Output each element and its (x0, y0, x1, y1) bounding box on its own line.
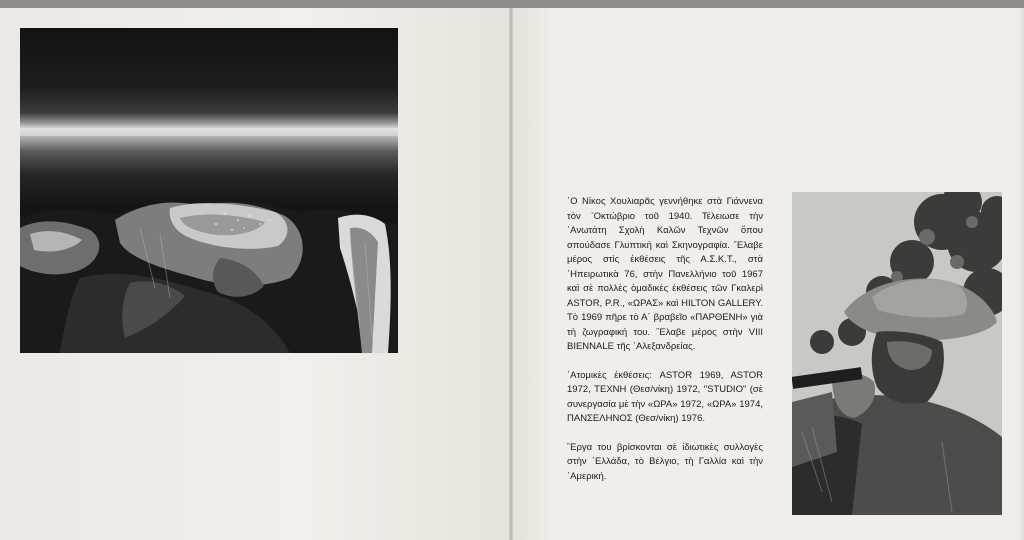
collections-paragraph: ῎Εργα του βρίσκονται σὲ ἰδιωτικὲς συλλογὲς στὴν ῾Ελλάδα, τὸ Βέλγιο, τὴ Γαλλία καὶ τὴν ᾿Αμερική. (567, 441, 763, 482)
book-gutter (509, 8, 513, 540)
artwork-photo (20, 28, 398, 353)
biography-text (567, 195, 763, 498)
biography-paragraph: ῾Ο Νίκος Χουλιαρᾶς γεννήθηκε στὰ Γιάννενα τὸν ᾿Οκτώβριο τοῦ 1940. Τέλειωσε τὴν ᾿Ανωτάτη Σχολὴ Καλῶν Τεχνῶν ὅπου σπούδασε Γλυπτικὴ καὶ Σκηνογραφία. ῎Ελαβε μέρος στὶς ἐκθέσεις τῆς Α.Σ.Κ.Τ., στὰ ᾿Ηπειρωτικὰ 76, στὴν Πανελλήνιο τοῦ 1967 καὶ σὲ πολλὲς ὁμαδικὲς ἐκθέσεις τῶν Γκαλερὶ ASTOR, P.R., «ΩΡΑΣ» καὶ HILTON GALLERY. Τὸ 1969 πῆρε τὸ Α΄ βραβεῖο «ΠΑΡΘΕΝΗ» γιὰ τὴ ζωγραφική του. ῎Ελαβε μέρος στὴν VIII BIENNALE τῆς ᾿Αλεξανδρείας. (567, 196, 763, 352)
book-spread (0, 8, 1024, 540)
left-page (0, 8, 510, 540)
artist-portrait-photo (792, 192, 1002, 515)
exhibitions-paragraph: ᾿Ατομικὲς ἐκθέσεις: ASTOR 1969, ASTOR 1972, ΤΕΧΝΗ (Θεσ/νίκη) 1972, "STUDIO" (σὲ συνεργασία μὲ τὴν «ΩΡΑ» 1972, «ΩΡΑ» 1974, ΠΑΝΣΕΛΗΝΟΣ (Θεσ/νίκη) 1976. (567, 369, 763, 424)
page-edge (1018, 8, 1024, 540)
